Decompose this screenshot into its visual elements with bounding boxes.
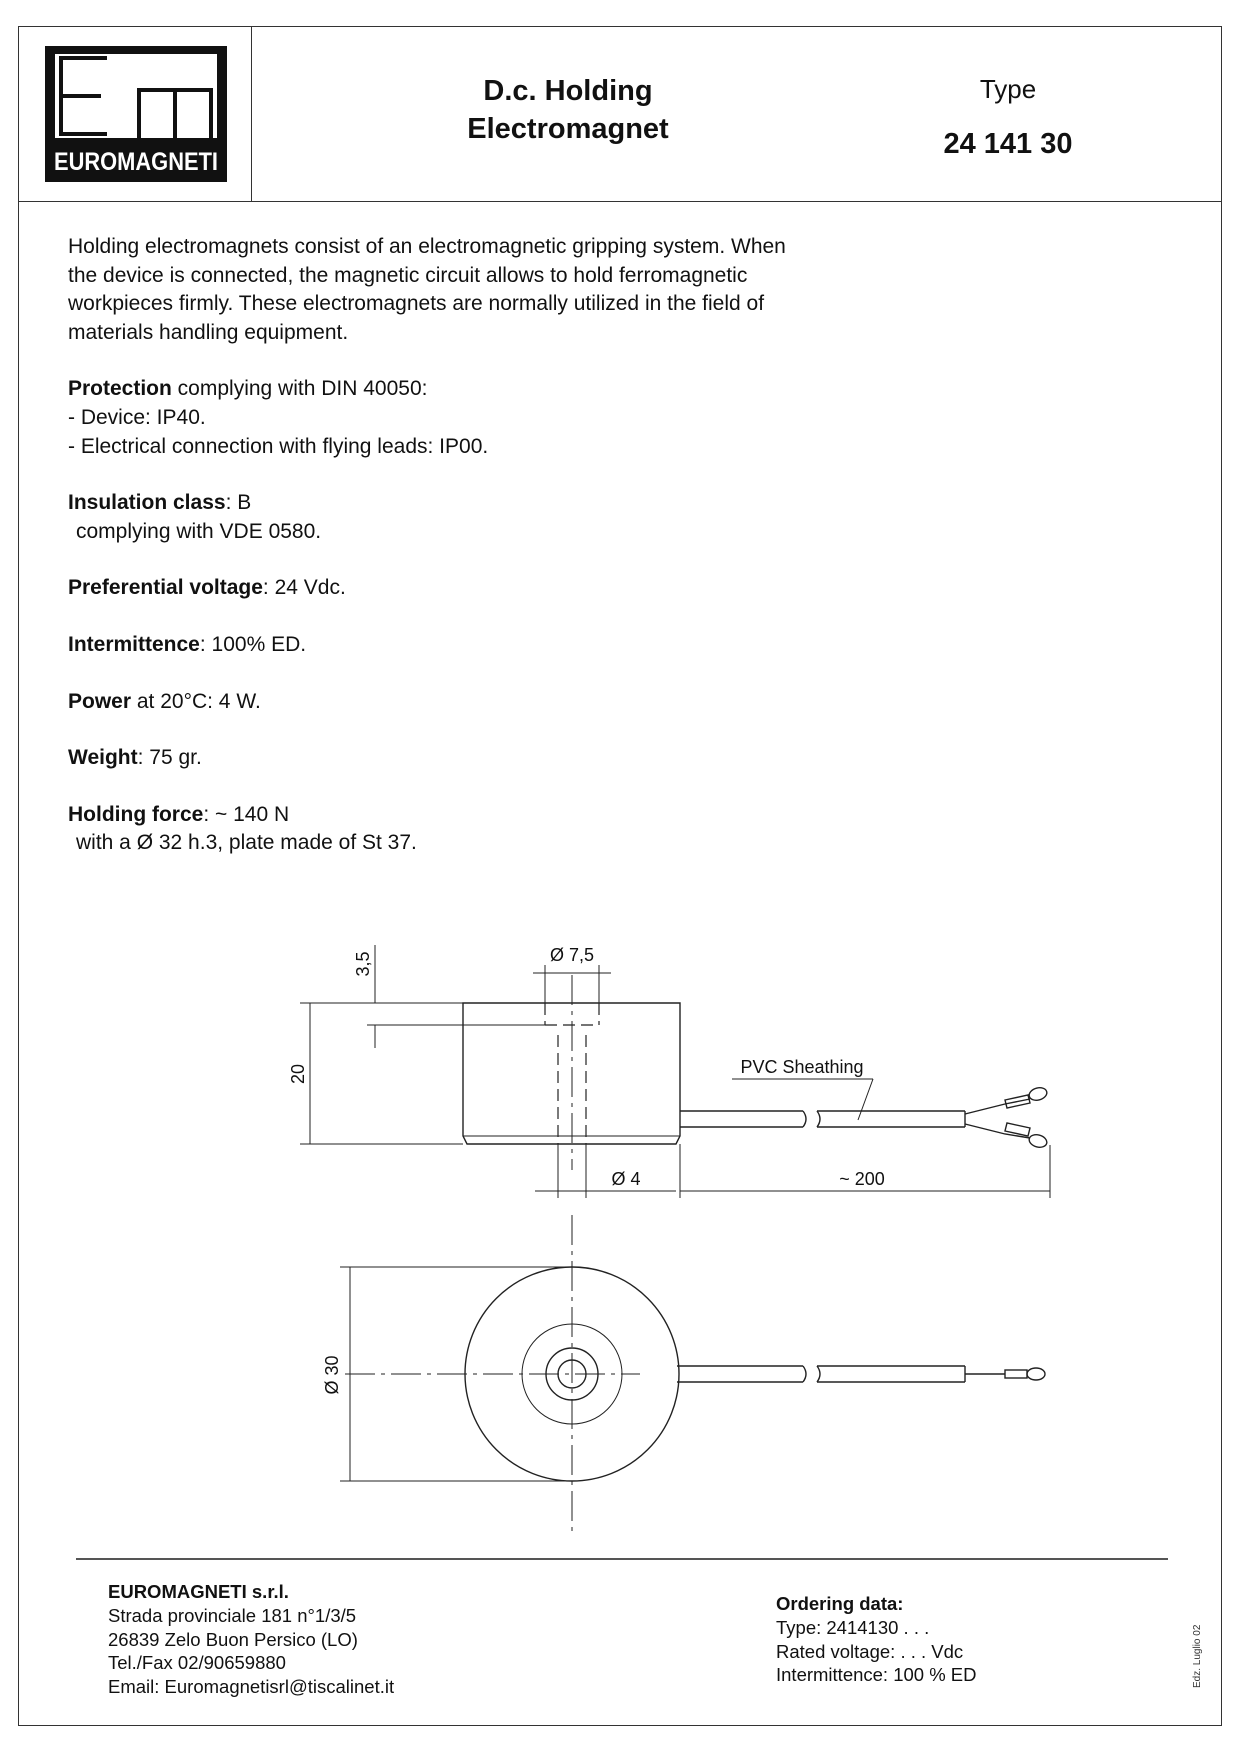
dim-height-label: 20 bbox=[288, 1063, 308, 1085]
dim-recess-diameter-label: Ø 7,5 bbox=[549, 945, 595, 965]
dim-diameter-label: Ø 30 bbox=[322, 1355, 342, 1395]
protection-text: complying with DIN 40050: bbox=[171, 377, 428, 401]
intermittence-text: : 100% ED. bbox=[199, 632, 307, 656]
dim-lead-length-label: ~ 200 bbox=[839, 1169, 885, 1189]
weight-label: Weight bbox=[68, 746, 138, 770]
footer-divider bbox=[76, 1558, 1168, 1560]
svg-text:EUROMAGNETI: EUROMAGNETI bbox=[54, 148, 218, 176]
power-text: at 20°C: 4 W. bbox=[131, 689, 261, 713]
sheathing-label: PVC Sheathing bbox=[740, 1057, 864, 1077]
company-phone: Tel./Fax 02/90659880 bbox=[108, 1652, 286, 1674]
holding-force-label: Holding force bbox=[68, 802, 204, 826]
dim-bore-label: Ø 4 bbox=[611, 1169, 641, 1189]
side-dimensions bbox=[300, 945, 1050, 1198]
company-address-2: 26839 Zelo Buon Persico (LO) bbox=[108, 1628, 358, 1650]
type-label: Type bbox=[979, 74, 1037, 104]
holding-force-text: : ~ 140 N bbox=[203, 802, 290, 826]
type-number: 24 141 30 bbox=[943, 128, 1073, 160]
ordering-type: Type: 2414130 . . . bbox=[776, 1616, 930, 1638]
company-address-1: Strada provinciale 181 n°1/3/5 bbox=[108, 1604, 357, 1626]
company-name: EUROMAGNETI s.r.l. bbox=[108, 1581, 289, 1602]
insulation-text: : B bbox=[225, 491, 252, 515]
insulation-standard: complying with VDE 0580. bbox=[76, 519, 322, 543]
holding-force-plate: with a Ø 32 h.3, plate made of St 37. bbox=[76, 831, 417, 855]
weight-text: : 75 gr. bbox=[137, 746, 202, 770]
top-view bbox=[340, 1215, 1045, 1535]
intermittence-label: Intermittence bbox=[68, 632, 200, 656]
protection-connection: - Electrical connection with flying leads: IP00. bbox=[68, 434, 489, 458]
voltage-label: Preferential voltage bbox=[68, 576, 263, 600]
company-info bbox=[108, 1580, 394, 1699]
ordering-intermittence: Intermittence: 100 % ED bbox=[776, 1664, 977, 1686]
protection-label: Protection bbox=[68, 377, 172, 401]
dim-recess-depth-label: 3,5 bbox=[353, 951, 373, 977]
ordering-voltage: Rated voltage: . . . Vdc bbox=[776, 1640, 964, 1662]
power-label: Power bbox=[68, 689, 132, 713]
description-paragraph: Holding electromagnets consist of an electromagnetic gripping system. When the device is connected, the magnetic circuit allows to hold ferromagnetic workpieces firmly. These electromagnets are normally utilized in the field of materials handling equipment. bbox=[68, 235, 786, 344]
edition-note: Edz. Luglio 02 bbox=[1192, 1624, 1203, 1688]
title-line-2: Electromagnet bbox=[467, 113, 669, 145]
ordering-data bbox=[776, 1592, 977, 1687]
insulation-label: Insulation class bbox=[68, 491, 226, 515]
ordering-title: Ordering data: bbox=[776, 1593, 904, 1614]
protection-device: - Device: IP40. bbox=[68, 405, 206, 429]
title-line-1: D.c. Holding bbox=[483, 75, 653, 107]
voltage-text: : 24 Vdc. bbox=[262, 576, 346, 600]
company-email: Email: Euromagnetisrl@tiscalinet.it bbox=[108, 1676, 395, 1698]
